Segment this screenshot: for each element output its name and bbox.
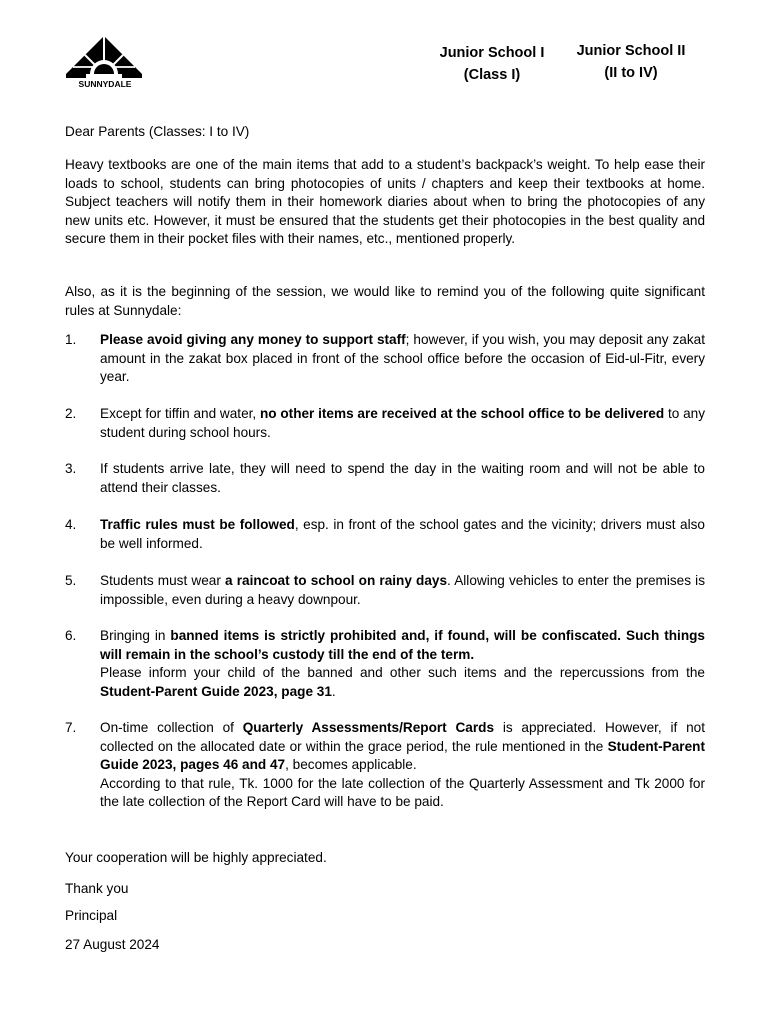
rule-text: According to that rule, Tk. 1000 for the late collection of the Quarterly Assessment and Tk 2000 for the late collection of the Report Card will have to be paid. xyxy=(100,775,705,809)
rule-item xyxy=(65,460,705,497)
sunnydale-logo-icon xyxy=(64,34,146,92)
school-logo xyxy=(64,34,146,92)
rule-item xyxy=(65,572,705,609)
rule-text: . xyxy=(331,683,336,699)
rule-number: 6. xyxy=(65,628,77,643)
rule-text: Please inform your child of the banned and other such items and the repercussions from the xyxy=(100,665,705,680)
rule-item xyxy=(65,627,705,701)
rule-bold-text: Quarterly Assessments/Report Cards xyxy=(242,720,495,735)
rule-text: On-time collection of xyxy=(100,720,243,735)
rule-item xyxy=(65,516,705,553)
rule-number: 1. xyxy=(65,332,77,347)
rule-text: If students arrive late, they will need to spend the day in the waiting room and will not be able to attend their classes. xyxy=(100,461,705,495)
header-junior-school-1 xyxy=(430,42,554,86)
rule-number: 2. xyxy=(65,406,77,421)
school2-name: Junior School II xyxy=(576,43,686,59)
rule-bold-text: Please avoid giving any money to support staff xyxy=(100,332,406,347)
school1-name: Junior School I xyxy=(439,45,545,61)
thanks-line: Thank you xyxy=(65,881,129,896)
letter-date: 27 August 2024 xyxy=(65,937,160,952)
reminder-paragraph: Also, as it is the beginning of the session, we would like to remind you of the following quite significant rules at Sunnydale: xyxy=(65,284,705,318)
rule-text: Except for tiffin and water, xyxy=(100,406,260,421)
header-junior-school-2 xyxy=(570,40,692,84)
rule-item xyxy=(65,719,705,812)
rule-bold-text: no other items are received at the school office to be delivered xyxy=(259,406,665,421)
guide-reference: Student-Parent Guide 2023, pages 46 and 47 xyxy=(100,738,705,772)
rule-text: , becomes applicable. xyxy=(285,757,417,772)
rule-number: 7. xyxy=(65,720,77,735)
rule-text: ; however, if you wish, you may deposit any zakat amount in the zakat box placed in front of the school office before the occasion of Eid-ul-Fitr, every year. xyxy=(100,332,705,384)
logo-wordmark: SUNNYDALE xyxy=(78,79,132,89)
rule-bold-text: a raincoat to school on rainy days xyxy=(225,573,448,588)
greeting: Dear Parents (Classes: I to IV) xyxy=(65,124,250,139)
signatory: Principal xyxy=(65,908,118,923)
rule-item xyxy=(65,405,705,442)
school2-classes: (II to IV) xyxy=(604,65,658,81)
rule-number: 4. xyxy=(65,517,77,532)
rule-text: to any student during school hours. xyxy=(100,406,705,440)
rule-text: is appreciated. However, if not collected on the allocated date or within the grace period, the rule mentioned in the xyxy=(100,720,705,754)
cooperation-line: Your cooperation will be highly appreciated. xyxy=(65,850,327,865)
intro-paragraph: Heavy textbooks are one of the main items that add to a student’s backpack’s weight. To help ease their loads to school, students can bring photocopies of units / chapters and keep their textbooks at home. Subject teachers will notify them in their homework diaries about when to bring the photocopies of any new units etc. However, it must be ensured that the students get their photocopies in the best quality and secure them in their pocket files with their names, etc., mentioned properly. xyxy=(65,157,705,246)
rule-text: Students must wear xyxy=(100,573,226,588)
rule-item xyxy=(65,331,705,387)
school1-classes: (Class I) xyxy=(463,67,521,83)
rule-bold-text: banned items is strictly prohibited and, if found, will be confiscated. Such things will remain in the school’s custody till the end of the term. xyxy=(100,628,705,662)
guide-reference: Student-Parent Guide 2023, page 31 xyxy=(100,683,332,699)
rule-bold-text: Traffic rules must be followed xyxy=(100,517,295,532)
rule-text: , esp. in front of the school gates and the vicinity; drivers must also be well informed. xyxy=(100,517,705,551)
rule-number: 3. xyxy=(65,461,77,476)
rule-text: . Allowing vehicles to enter the premises is impossible, even during a heavy downpour. xyxy=(100,573,705,607)
rule-number: 5. xyxy=(65,573,77,588)
rule-text: Bringing in xyxy=(100,628,171,643)
